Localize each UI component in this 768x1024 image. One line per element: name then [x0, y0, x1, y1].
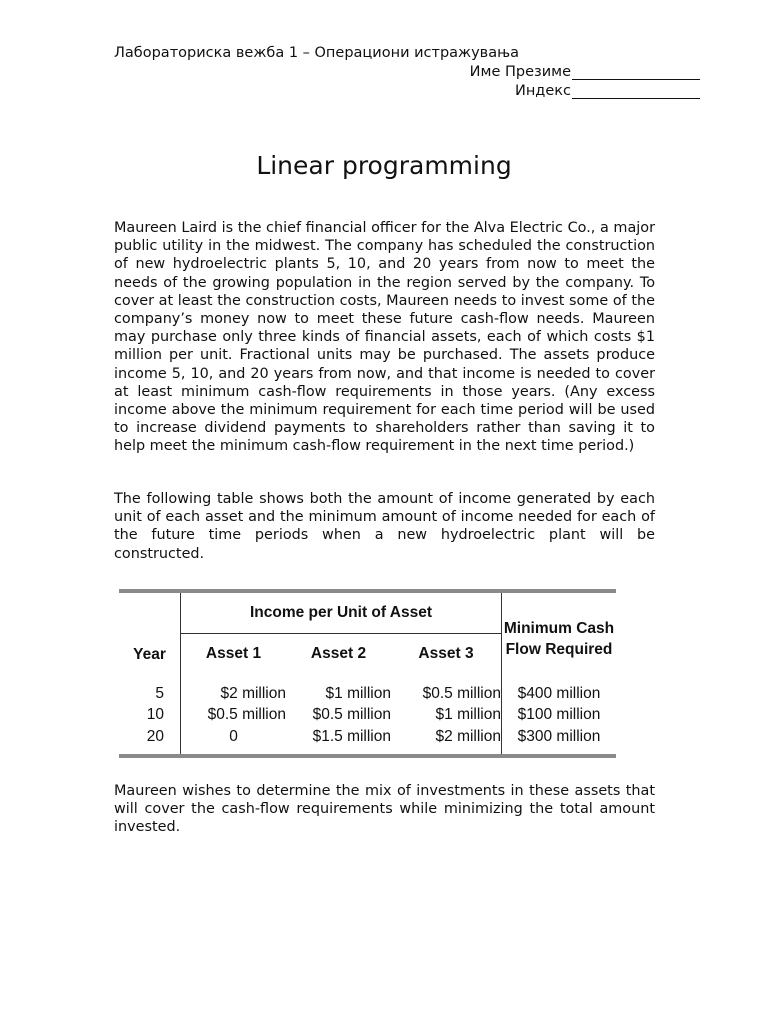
asset-2-cell: $1 million	[325, 684, 391, 702]
table-intro-paragraph: The following table shows both the amount of income generated by each unit of each asset and the minimum amount of income needed for each of the future time periods when a new hydroelectric plant will be constructed.	[114, 491, 655, 562]
min-header-line2: Flow Required	[505, 640, 613, 658]
asset-3-cell: $0.5 million	[391, 683, 502, 705]
problem-paragraph: Maureen Laird is the chief financial officer for the Alva Electric Co., a major public utility in the midwest. The company has scheduled the construction of new hydroelectric plants 5, 10, and 20 years from now to meet the needs of the growing population in the region served by the company. To cover at least the construction costs, Maureen needs to invest some of the company’s money now to meet these future cash-flow needs. Maureen may purchase only three kinds of financial assets, each of which costs $1 million per unit. Fractional units may be purchased. The assets produce income 5, 10, and 20 years from now, and that income is needed to cover at least minimum cash-flow requirements in those years. (Any excess income above the minimum requirement for each time period will be used to increase dividend payments to shareholders rather than saving it to help meet the minimum cash-flow requirement in the next time period.)	[114, 220, 655, 455]
asset-1-cell: 0	[229, 727, 238, 745]
course-title: Лабораториска вежба 1 – Операциони истражувања	[114, 45, 520, 61]
asset-3-header: Asset 3	[391, 634, 502, 675]
year-cell: 5	[119, 683, 181, 705]
year-cell: 10	[119, 705, 181, 727]
income-table-wrapper	[119, 589, 616, 758]
year-cell: 20	[119, 726, 181, 756]
min-header-line1: Minimum Cash	[503, 619, 615, 637]
asset-2-cell: $1.5 million	[312, 727, 391, 745]
name-label: Име Презиме	[469, 64, 571, 80]
table-row	[119, 683, 616, 705]
year-header: Year	[119, 591, 181, 674]
index-label: Индекс	[514, 83, 571, 99]
min-cash-flow-cell: $400 million	[517, 684, 601, 702]
min-cash-flow-cell: $100 million	[517, 706, 601, 724]
asset-1-header: Asset 1	[205, 645, 262, 662]
min-cash-flow-cell: $300 million	[517, 727, 601, 745]
min-cash-flow-header	[502, 591, 617, 674]
asset-3-cell: $2 million	[391, 726, 502, 756]
page-title: Linear programming	[256, 151, 512, 180]
asset-2-header: Asset 2	[310, 645, 367, 662]
name-field	[470, 64, 700, 80]
table-row	[119, 705, 616, 727]
table-row	[119, 726, 616, 756]
asset-3-cell: $1 million	[391, 705, 502, 727]
income-table	[119, 589, 616, 758]
asset-1-cell: $0.5 million	[207, 706, 286, 724]
asset-2-cell: $0.5 million	[312, 706, 391, 724]
asset-1-cell: $2 million	[220, 684, 286, 702]
conclusion-paragraph: Maureen wishes to determine the mix of investments in these assets that will cover the cash-flow requirements while minimizing the total amount invested.	[114, 783, 655, 836]
name-blank-line	[572, 65, 700, 80]
index-blank-line	[572, 84, 700, 99]
index-field	[515, 83, 700, 99]
income-group-header: Income per Unit of Asset	[181, 591, 502, 634]
